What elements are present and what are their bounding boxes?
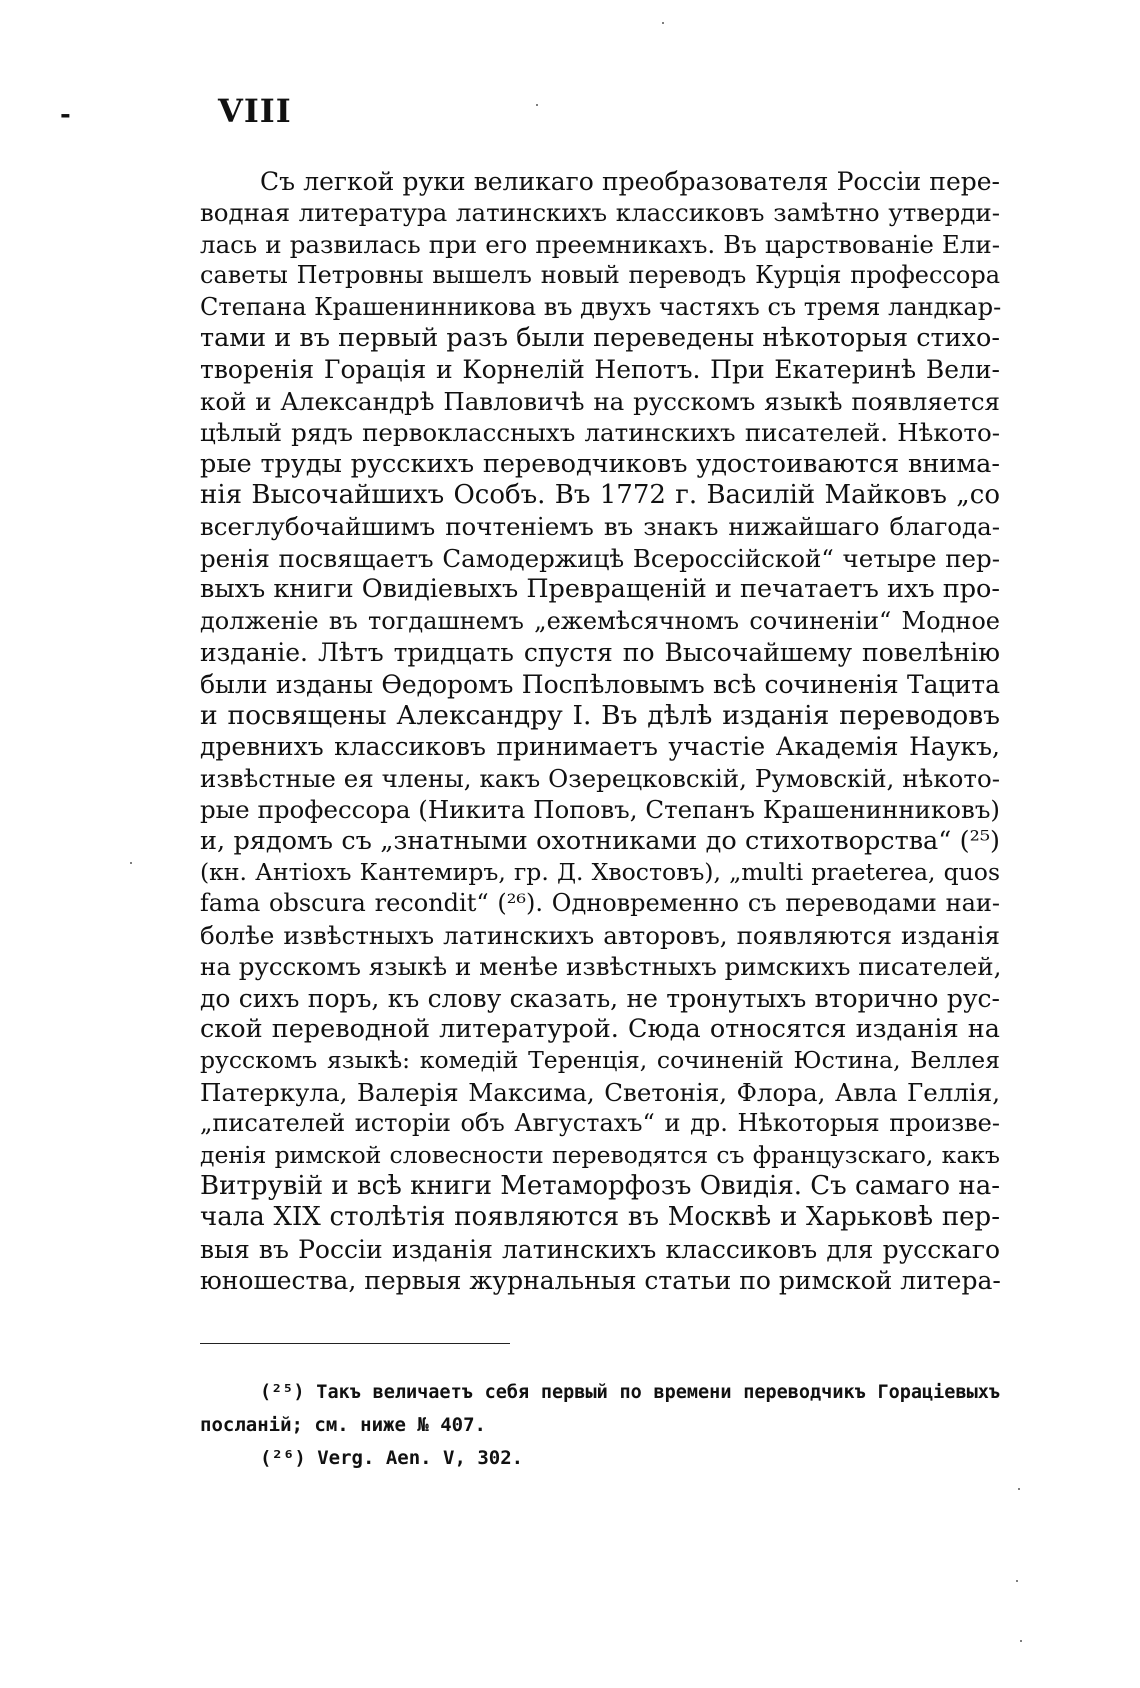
text-line: Витрувій и всѣ книги Метаморфозъ Овидія. Съ самаго на-	[200, 1171, 1000, 1201]
text-line: тами и въ первый разъ были переведены нѣкоторыя стихо-	[200, 323, 1000, 354]
text-line: „писателей исторіи объ Августахъ“ и др. Нѣкоторыя произве-	[200, 1109, 1000, 1138]
text-line: Степана Крашенинникова въ двухъ частяхъ съ тремя ландкар-	[200, 292, 1002, 321]
text-line: выхъ книги Овидіевыхъ Превращеній и печатаетъ ихъ про-	[200, 574, 1000, 605]
scan-speck	[1020, 1640, 1022, 1642]
text-line: юношества, первыя журнальныя статьи по римской литера-	[200, 1266, 1001, 1296]
text-line: (кн. Антіохъ Кантемиръ, гр. Д. Хвостовъ), „multi praeterea, quos	[200, 857, 1000, 886]
text-line: были изданы Ѳедоромъ Поспѣловымъ всѣ сочиненія Тацита	[200, 669, 1000, 699]
footnote-25-continuation: посланій; см. ниже № 407.	[200, 1414, 486, 1436]
text-line: Съ легкой руки великаго преобразователя Россіи пере-	[260, 167, 1000, 196]
scan-speck	[662, 22, 664, 24]
body-text	[200, 166, 1000, 1297]
scan-speck	[1018, 1488, 1020, 1490]
text-line: извѣстные ея члены, какъ Озерецковскій, Румовскій, нѣкото-	[200, 763, 1000, 793]
scan-speck	[130, 862, 132, 864]
text-line: русскомъ языкѣ: комедій Теренція, сочиненій Юстина, Веллея	[200, 1046, 1000, 1075]
footnotes	[200, 1376, 1000, 1475]
scan-speck	[1016, 1580, 1018, 1582]
footnote-divider	[200, 1343, 510, 1344]
text-line: саветы Петровны вышелъ новый переводъ Курція профессора	[200, 261, 1000, 290]
footnote-26: (²⁶) Verg. Aen. V, 302.	[260, 1447, 524, 1469]
text-line: творенія Горація и Корнелій Непотъ. При Екатеринѣ Вели-	[200, 355, 1000, 385]
text-line: и посвящены Александру I. Въ дѣлѣ изданія переводовъ	[200, 699, 1000, 731]
text-line: до сихъ поръ, къ слову сказать, не тронутыхъ вторично рус-	[200, 983, 1000, 1013]
text-line: денія римской словесности переводятся съ французскаго, какъ	[200, 1140, 1000, 1169]
text-line: выя въ Россіи изданія латинскихъ классиковъ для русскаго	[200, 1234, 1000, 1264]
text-line: ренія посвящаетъ Самодержицѣ Всероссійской“ четыре пер-	[200, 543, 1000, 573]
text-line: на русскомъ языкѣ и менѣе извѣстныхъ римскихъ писателей,	[200, 952, 1002, 982]
text-line: водная литература латинскихъ классиковъ замѣтно утверди-	[200, 198, 1000, 228]
text-line: кой и Александрѣ Павловичѣ на русскомъ языкѣ появляется	[200, 386, 1000, 416]
text-line: всеглубочайшимъ почтеніемъ въ знакъ нижайшаго благода-	[200, 512, 1000, 542]
text-line: fama obscura recondit“ (²⁶). Одновременно съ переводами наи-	[200, 889, 1000, 918]
text-line: цѣлый рядъ первоклассныхъ латинскихъ писателей. Нѣкото-	[200, 418, 1000, 448]
footnote-25: (²⁵) Такъ величаетъ себя первый по времени переводчикъ Гораціевыхъ	[260, 1382, 1000, 1403]
text-line: лась и развилась при его преемникахъ. Въ царствованіе Ели-	[200, 229, 1000, 259]
text-line: чала XIX столѣтія появляются въ Москвѣ и Харьковѣ пер-	[200, 1202, 1000, 1233]
text-line: болѣе извѣстныхъ латинскихъ авторовъ, появляются изданія	[200, 920, 1000, 950]
text-line: и, рядомъ съ „знатными охотниками до стихотворства“ (²⁵)	[200, 825, 1000, 856]
text-line: изданіе. Лѣтъ тридцать спустя по Высочайшему повелѣнію	[200, 638, 1000, 668]
text-line: древнихъ классиковъ принимаетъ участіе Академія Наукъ,	[200, 732, 1000, 762]
text-line: рые труды русскихъ переводчиковъ удостоиваются внима-	[200, 448, 1000, 479]
page-number: VIII	[218, 92, 292, 130]
text-line: ской переводной литературой. Сюда относятся изданія на	[200, 1013, 1000, 1044]
scan-speck	[536, 104, 538, 106]
margin-mark: -	[60, 100, 71, 130]
text-line: долженіе въ тогдашнемъ „ежемѣсячномъ сочиненіи“ Модное	[200, 606, 1000, 635]
text-line: Патеркула, Валерія Максима, Светонія, Флора, Авла Геллія,	[200, 1077, 1000, 1107]
text-line: нія Высочайшихъ Особъ. Въ 1772 г. Василій Майковъ „со	[200, 480, 1000, 511]
text-line: рые профессора (Никита Поповъ, Степанъ Крашенинниковъ)	[200, 795, 1000, 825]
